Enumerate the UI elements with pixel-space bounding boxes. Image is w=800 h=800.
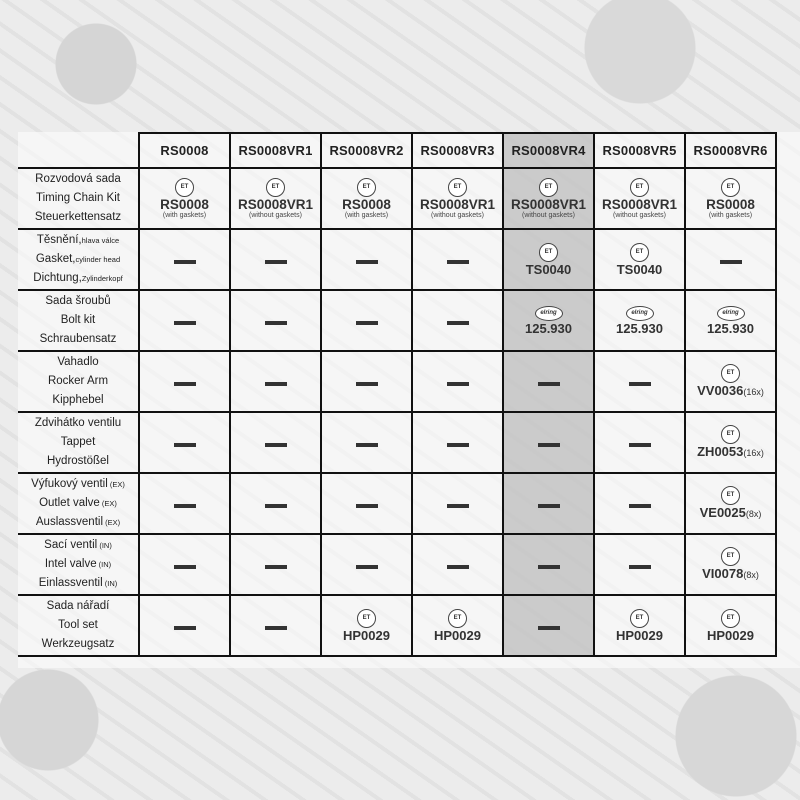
dash-icon [447,260,469,264]
et-logo-icon: ET [721,364,740,383]
column-header: RS0008VR6 [685,133,776,168]
et-logo-icon: ET [721,425,740,444]
part-number-text: VV0036 [697,383,744,398]
part-cell [412,595,503,656]
empty-cell [412,534,503,595]
part-number [322,629,411,643]
row-label-text: Kipphebel [52,394,104,406]
et-logo-icon: ET [630,609,649,628]
table-row [18,473,776,534]
part-number [686,322,775,336]
empty-cell [230,351,321,412]
table-row [18,595,776,656]
row-label-text: Rocker Arm [47,375,109,387]
row-label-qualifier: (IN) [96,560,112,569]
part-cell [321,595,412,656]
part-cell [685,290,776,351]
et-logo-icon: ET [175,178,194,197]
dash-icon [356,504,378,508]
part-number [686,629,775,643]
row-label-text: Einlassventil [38,577,103,589]
row-label-text: Gasket, [35,253,76,265]
dash-icon [720,260,742,264]
part-cell [685,595,776,656]
part-number-text: RS0008VR1 [237,196,314,212]
dash-icon [447,565,469,569]
row-label-qualifier: (IN) [97,541,112,550]
row-label [18,412,139,473]
dash-icon [356,260,378,264]
dash-icon [356,382,378,386]
part-cell [412,168,503,229]
row-label-qualifier: (EX) [103,518,121,527]
et-logo-icon: ET [357,178,376,197]
dash-icon [356,443,378,447]
part-note: (with gaskets) [344,211,389,219]
dash-icon [174,321,196,325]
dash-icon [538,504,560,508]
part-note: (without gaskets) [249,211,302,219]
part-number-text: TS0040 [616,261,663,277]
row-label-text: Výfukový ventil [31,478,108,490]
et-logo-icon: ET [721,178,740,197]
empty-cell [139,229,230,290]
empty-cell [139,412,230,473]
empty-cell [503,412,594,473]
part-number [413,629,502,643]
dash-icon [629,565,651,569]
part-number-text: RS0008 [706,196,755,212]
column-header: RS0008VR1 [230,133,321,168]
part-cell [503,229,594,290]
empty-cell [139,290,230,351]
part-cell [321,168,412,229]
dash-icon [447,443,469,447]
row-label-text: Rozvodová sada [35,173,121,185]
dash-icon [629,443,651,447]
row-label-text: Timing Chain Kit [36,192,120,204]
et-logo-icon: ET [448,178,467,197]
part-number-text: HP0029 [707,627,754,643]
row-label-text: Dichtung, [33,272,82,284]
part-cell [594,229,685,290]
row-label [18,290,139,351]
row-label [18,351,139,412]
part-cell [685,351,776,412]
table-row [18,351,776,412]
part-number-text: RS0008VR1 [510,196,587,212]
empty-cell [139,595,230,656]
part-number [686,198,775,212]
empty-cell [321,473,412,534]
row-label-text: Bolt kit [60,314,96,326]
column-header: RS0008 [139,133,230,168]
empty-cell [412,229,503,290]
dash-icon [538,443,560,447]
part-number-text: VE0025 [699,505,746,520]
elring-logo-icon: elring [626,306,654,321]
part-number-text: RS0008VR1 [601,196,678,212]
table-row [18,412,776,473]
empty-cell [230,473,321,534]
empty-cell [685,229,776,290]
part-number [686,506,775,521]
dash-icon [174,260,196,264]
row-label-text: Sací ventil [44,539,98,551]
empty-cell [139,534,230,595]
elring-logo-icon: elring [717,306,745,321]
empty-cell [503,473,594,534]
part-cell [594,168,685,229]
dash-icon [174,443,196,447]
dash-icon [265,626,287,630]
part-number-text: RS0008 [342,196,391,212]
part-note: (with gaskets) [162,211,207,219]
empty-cell [412,412,503,473]
row-label [18,229,139,290]
row-label-qualifier: hlava válce [81,236,120,245]
part-cell [594,595,685,656]
header-corner [18,133,139,168]
part-number-text: HP0029 [434,627,481,643]
et-logo-icon: ET [630,243,649,262]
part-cell [503,168,594,229]
part-note: (with gaskets) [708,211,753,219]
et-logo-icon: ET [539,243,558,262]
part-cell [685,412,776,473]
row-label [18,473,139,534]
row-label-text: Intel valve [44,558,97,570]
empty-cell [230,290,321,351]
part-quantity: (8x) [743,570,759,580]
row-label-text: Tool set [58,619,98,631]
dash-icon [265,321,287,325]
part-number-text: VI0078 [702,566,744,581]
column-header-highlighted: RS0008VR4 [503,133,594,168]
part-number-text: 125.930 [707,320,754,336]
empty-cell [230,229,321,290]
part-number-text: HP0029 [616,627,663,643]
empty-cell [139,351,230,412]
dash-icon [174,382,196,386]
row-label-text: Schraubensatz [39,333,117,345]
part-number-text: TS0040 [525,261,572,277]
et-logo-icon: ET [721,486,740,505]
row-label-qualifier: (EX) [99,499,117,508]
part-number [322,198,411,212]
dash-icon [629,504,651,508]
empty-cell [594,351,685,412]
empty-cell [230,412,321,473]
row-label-qualifier: (IN) [102,579,118,588]
dash-icon [629,382,651,386]
dash-icon [174,565,196,569]
row-label-qualifier: Zylinderkopf [81,274,123,283]
empty-cell [412,290,503,351]
part-cell [503,290,594,351]
part-number-text: 125.930 [616,320,663,336]
empty-cell [594,412,685,473]
part-number [686,567,775,582]
part-number [504,263,593,277]
dash-icon [265,504,287,508]
part-number-text: RS0008 [160,196,209,212]
part-cell [139,168,230,229]
empty-cell [321,290,412,351]
part-note: (without gaskets) [522,211,575,219]
empty-cell [503,595,594,656]
row-label-qualifier: (EX) [107,480,125,489]
row-label-text: Vahadlo [57,356,99,368]
et-logo-icon: ET [448,609,467,628]
dash-icon [538,565,560,569]
part-quantity: (16x) [743,387,764,397]
part-cell [685,534,776,595]
empty-cell [321,412,412,473]
part-number [595,629,684,643]
empty-cell [321,534,412,595]
empty-cell [321,229,412,290]
row-label-text: Steuerkettensatz [34,211,122,223]
part-number [595,322,684,336]
row-label-text: Sada nářadí [46,600,110,612]
row-label-text: Auslassventil [35,516,104,528]
column-header: RS0008VR2 [321,133,412,168]
row-label [18,534,139,595]
dash-icon [447,504,469,508]
elring-logo-icon: elring [535,306,563,321]
empty-cell [594,473,685,534]
part-number-text: ZH0053 [697,444,744,459]
row-label-qualifier: cylinder head [75,255,121,264]
empty-cell [503,534,594,595]
et-logo-icon: ET [721,609,740,628]
part-number-text: HP0029 [343,627,390,643]
empty-cell [503,351,594,412]
row-label-text: Outlet valve [39,497,100,509]
table-row [18,168,776,229]
row-label [18,595,139,656]
dash-icon [447,382,469,386]
dash-icon [265,565,287,569]
dash-icon [538,382,560,386]
dash-icon [538,626,560,630]
part-number [231,198,320,212]
part-number [595,263,684,277]
empty-cell [321,351,412,412]
empty-cell [139,473,230,534]
part-number-text: 125.930 [525,320,572,336]
table-row [18,290,776,351]
header-row [18,133,776,168]
part-number [686,445,775,460]
column-header: RS0008VR5 [594,133,685,168]
dash-icon [265,382,287,386]
row-label-text: Tappet [60,436,96,448]
part-number [686,384,775,399]
part-number [413,198,502,212]
part-note: (without gaskets) [431,211,484,219]
empty-cell [230,595,321,656]
et-logo-icon: ET [630,178,649,197]
dash-icon [174,626,196,630]
part-cell [685,168,776,229]
empty-cell [412,473,503,534]
et-logo-icon: ET [539,178,558,197]
dash-icon [265,260,287,264]
column-header: RS0008VR3 [412,133,503,168]
table-body [18,168,776,656]
part-number [595,198,684,212]
part-number [504,198,593,212]
row-label-text: Sada šroubů [45,295,111,307]
part-cell [594,290,685,351]
et-logo-icon: ET [266,178,285,197]
row-label-text: Těsnění, [36,234,82,246]
parts-comparison-table [18,132,777,657]
empty-cell [230,534,321,595]
row-label [18,168,139,229]
dash-icon [356,565,378,569]
et-logo-icon: ET [357,609,376,628]
part-cell [230,168,321,229]
part-quantity: (8x) [745,509,762,519]
dash-icon [356,321,378,325]
table-row [18,534,776,595]
part-quantity: (16x) [743,448,764,458]
empty-cell [594,534,685,595]
part-cell [685,473,776,534]
row-label-text: Zdvihátko ventilu [34,417,122,429]
empty-cell [412,351,503,412]
part-number [140,198,229,212]
part-note: (without gaskets) [613,211,666,219]
row-label-text: Werkzeugsatz [41,638,115,650]
part-number-text: RS0008VR1 [419,196,496,212]
dash-icon [447,321,469,325]
et-logo-icon: ET [721,547,740,566]
dash-icon [265,443,287,447]
table-row [18,229,776,290]
dash-icon [174,504,196,508]
row-label-text: Hydrostößel [47,455,109,467]
part-number [504,322,593,336]
